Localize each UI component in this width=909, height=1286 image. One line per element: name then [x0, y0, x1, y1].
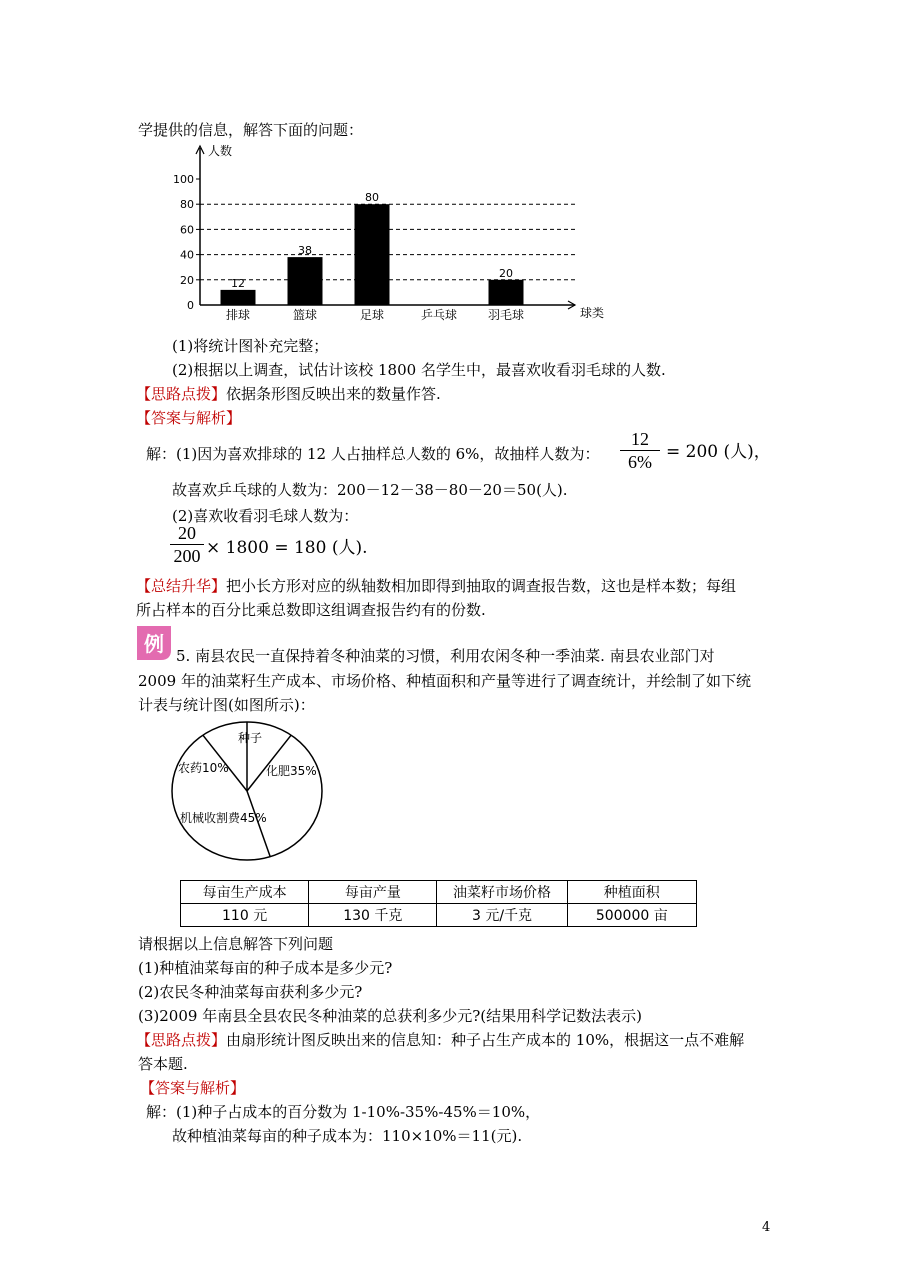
- example-badge: [133, 622, 175, 662]
- pie-slice-label: 化肥35%: [266, 764, 317, 778]
- ask-1: (1)种植油菜每亩的种子成本是多少元?: [138, 959, 393, 977]
- y-tick-label: 60: [180, 223, 194, 237]
- fraction-12-over-6pct: [620, 428, 660, 473]
- category-label: 足球: [359, 308, 385, 322]
- y-axis-label: 人数: [208, 144, 233, 158]
- pie-slice-label: 种子: [238, 731, 263, 745]
- bar-1: [288, 257, 323, 305]
- table-header-cell: 每亩产量: [309, 881, 437, 904]
- table-cell: 130 千克: [309, 904, 437, 927]
- x-axis-label: 球类: [580, 306, 605, 320]
- table-cell: 3 元/千克: [437, 904, 567, 927]
- question-1: (1)将统计图补充完整；: [172, 337, 329, 355]
- summary-tag: 【总结升华】: [136, 577, 227, 595]
- fraction-20-over-200: [170, 522, 204, 567]
- bar-data-label: 38: [298, 244, 312, 258]
- y-tick-label: 20: [180, 273, 194, 287]
- table-cell: 500000 亩: [567, 904, 696, 927]
- solution-line-3: (2)喜欢收看羽毛球人数为：: [172, 507, 359, 525]
- bar-chart: [165, 140, 615, 325]
- table-header-cell: 种植面积: [567, 881, 696, 904]
- pie-chart: [168, 718, 328, 864]
- table-cell: 110 元: [181, 904, 309, 927]
- category-label: 篮球: [292, 308, 318, 322]
- solution-2-line-1: 解：(1)种子占成本的百分数为 1-10%-35%-45%＝10%，: [146, 1103, 541, 1121]
- bar-4: [489, 280, 524, 305]
- table-header-cell: 每亩生产成本: [181, 881, 309, 904]
- pie-slice-label: 机械收割费45%: [180, 811, 267, 825]
- ask-intro: 请根据以上信息解答下列问题: [138, 935, 334, 953]
- table-row: [181, 904, 697, 927]
- hint-2-tag: 【思路点拨】: [136, 1031, 227, 1049]
- y-tick-label: 80: [180, 198, 194, 212]
- example-5-line-3: 计表与统计图(如图所示)：: [138, 696, 315, 714]
- answer-tag: 【答案与解析】: [136, 409, 242, 427]
- fraction-denominator: 200: [173, 546, 201, 566]
- bar-2: [355, 204, 390, 305]
- question-2: (2)根据以上调查，试估计该校 1800 名学生中，最喜欢收看羽毛球的人数.: [172, 361, 666, 379]
- hint-text: 依据条形图反映出来的数量作答.: [226, 385, 441, 403]
- solution-line-1: 解：(1)因为喜欢排球的 12 人占抽样总人数的 6%，故抽样人数为：: [146, 445, 600, 463]
- hint-tag: 【思路点拨】: [136, 385, 227, 403]
- summary-line-2: 所占样本的百分比乘总数即这组调查报告约有的份数.: [136, 601, 486, 619]
- pie-slice-label: 农药10%: [178, 761, 229, 775]
- example-5-line-2: 2009 年的油菜籽生产成本、市场价格、种植面积和产量等进行了调查统计，并绘制了如下统: [138, 672, 751, 690]
- example-badge-label: 例: [144, 632, 164, 656]
- ask-2: (2)农民冬种油菜每亩获利多少元?: [138, 983, 363, 1001]
- summary-text: 把小长方形对应的纵轴数相加即得到抽取的调查报告数，这也是样本数；每组: [226, 577, 737, 595]
- category-label: 乒乓球: [420, 308, 458, 322]
- table-header-row: [181, 881, 697, 904]
- hint-2-text: 由扇形统计图反映出来的信息知：种子占生产成本的 10%，根据这一点不难解: [226, 1031, 745, 1049]
- y-tick-label: 100: [173, 173, 194, 186]
- answer-2-tag: 【答案与解析】: [140, 1079, 246, 1097]
- category-label: 排球: [225, 308, 251, 322]
- fraction-numerator: 20: [170, 522, 204, 545]
- category-label: 羽毛球: [487, 308, 525, 322]
- fraction-result: = 200 (人)，: [666, 442, 771, 462]
- bar-data-label: 80: [365, 191, 379, 205]
- bar-data-label: 12: [231, 276, 245, 290]
- page-number: 4: [762, 1220, 771, 1235]
- fraction-numerator: 12: [620, 428, 660, 451]
- table-header-cell: 油菜籽市场价格: [437, 881, 567, 904]
- hint-2-line-2: 答本题.: [138, 1055, 188, 1073]
- solution-2-line-2: 故种植油菜每亩的种子成本为：110×10%＝11(元).: [172, 1127, 523, 1145]
- ask-3: (3)2009 年南县全县农民冬种油菜的总获利多少元?(结果用科学记数法表示): [138, 1007, 642, 1025]
- example-5-line-1: 5. 南县农民一直保持着冬种油菜的习惯，利用农闲冬种一季油菜. 南县农业部门对: [176, 647, 715, 665]
- y-tick-label: 40: [180, 248, 194, 262]
- intro-line: 学提供的信息，解答下面的问题：: [138, 121, 364, 139]
- y-tick-label: 0: [187, 299, 194, 312]
- fraction-2-result: × 1800 = 180 (人).: [206, 538, 368, 558]
- bar-0: [221, 290, 256, 305]
- bar-data-label: 20: [499, 266, 513, 280]
- fraction-denominator: 6%: [628, 452, 652, 472]
- solution-line-2: 故喜欢乒乓球的人数为：200－12－38－80－20＝50(人).: [172, 481, 568, 499]
- statistics-table: [180, 880, 697, 927]
